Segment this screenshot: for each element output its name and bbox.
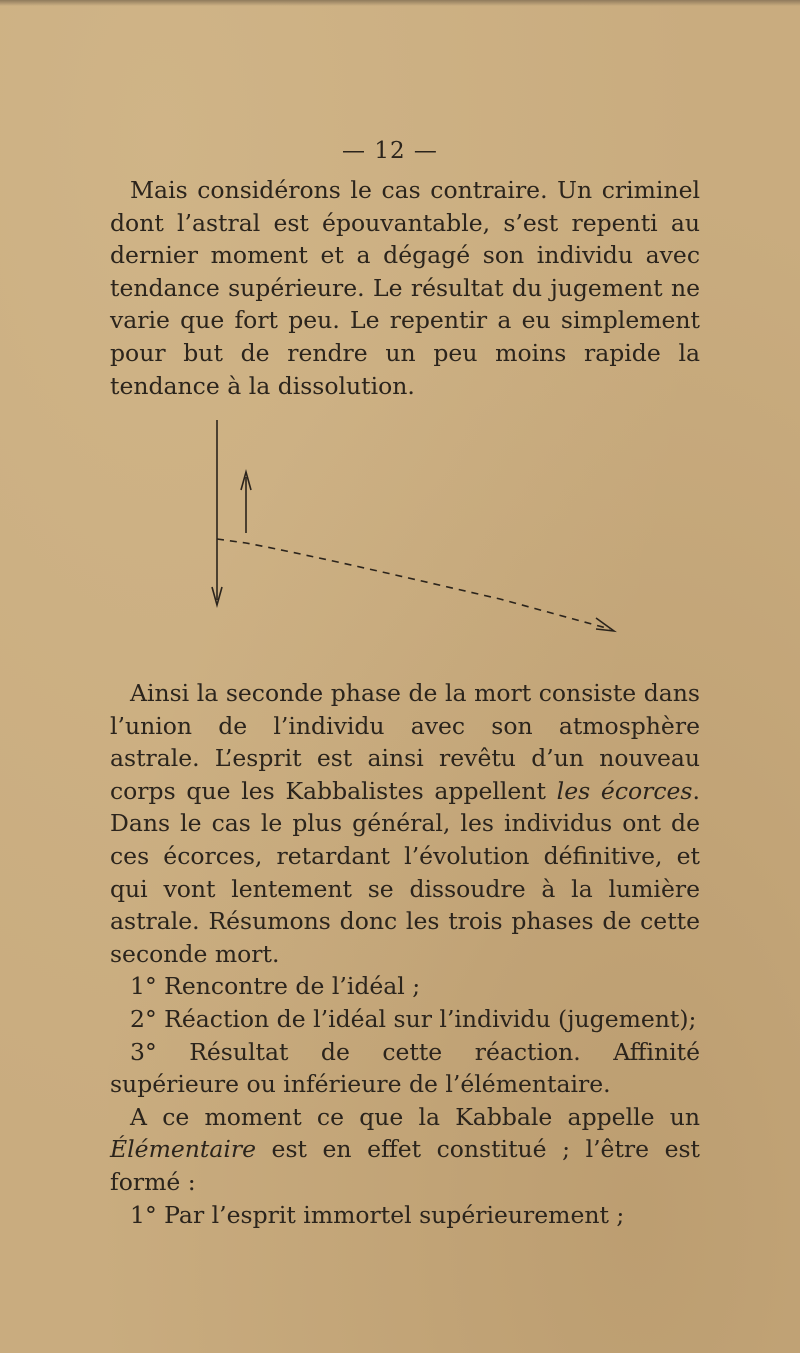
list-item: 3° Résultat de cette réaction. Affinité supérieure ou inférieure de l’élémentaire. [110, 1037, 700, 1099]
diagram-dashed-path [217, 539, 610, 629]
page-top-edge [0, 0, 800, 6]
page-number: — 12 — [342, 138, 438, 164]
text-block-top [110, 174, 700, 402]
diagram-right-arrow-icon [596, 618, 614, 631]
italic-term-ecorces: les écorces [556, 776, 693, 805]
paragraph-second-phase-text: Ainsi la seconde phase de la mort consiste dans l’union de l’individu avec son atmosphère astrale. L’esprit est ainsi revêtu d’un nouveau corps que les Kabbalistes appellent [110, 679, 700, 805]
paragraph-elementaire-text-end: est en effet constitué ; l’être est formé : [110, 1135, 700, 1196]
list-item: 2° Réaction de l’idéal sur l’individu (jugement); [130, 1004, 697, 1033]
paragraph-second-phase [110, 677, 700, 970]
paragraph-second-phase-text-end: . Dans le cas le plus général, les individus ont de ces écorces, retardant l’évolution définitive, et qui vont lentement se dissoudre à la lumière astrale. Résumons donc les trois phases de cette seconde mort. [110, 776, 700, 968]
list-item: 1° Rencontre de l’idéal ; [130, 972, 421, 1001]
tendency-diagram [200, 415, 630, 645]
paragraph-elementaire [110, 1101, 700, 1199]
list-item: 1° Par l’esprit immortel supérieurement ; [130, 1200, 625, 1229]
paragraph-repentance: Mais considérons le cas contraire. Un criminel dont l’astral est épouvantable, s’est repenti au dernier moment et a dégagé son individu avec tendance supérieure. Le résultat du jugement ne varie que fort peu. Le repentir a eu simplement pour but de rendre un peu moins rapide la tendance à la dissolution. [110, 176, 700, 400]
text-block-bottom [110, 677, 700, 1231]
paragraph-elementaire-text: A ce moment ce que la Kabbale appelle un [130, 1102, 700, 1131]
italic-term-elementaire: Élémentaire [110, 1135, 257, 1164]
